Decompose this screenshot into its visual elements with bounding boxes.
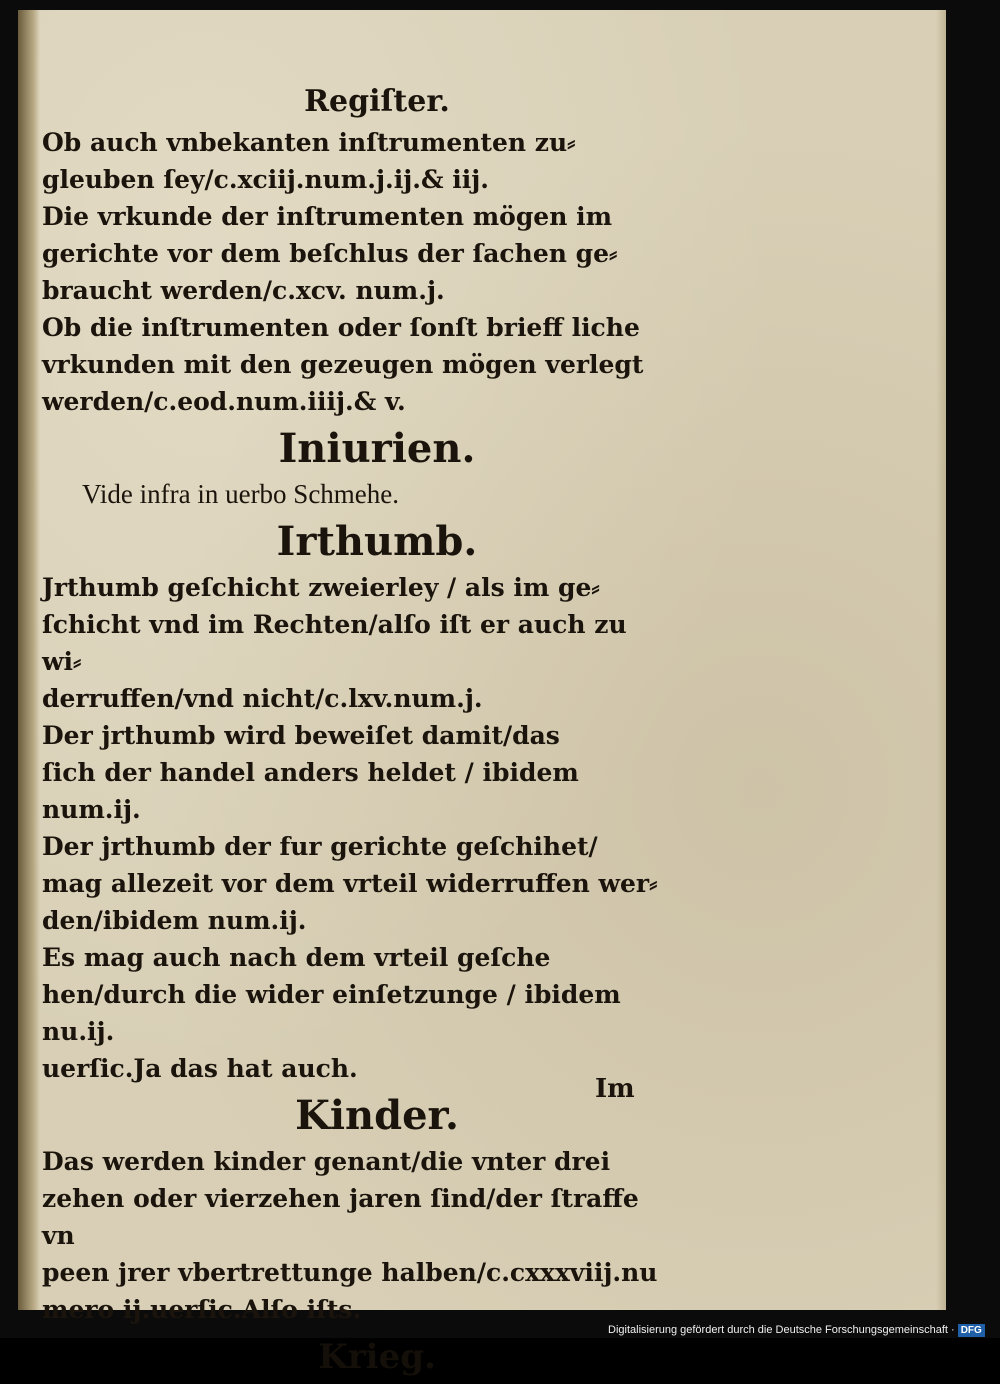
section-heading-krieg: Krieg. (318, 1337, 436, 1377)
page-text (42, 82, 672, 1384)
register-entry: Es mag auch nach dem vrteil geſche hen/durch die wider einſetzunge / ibidem nu.ij. uerſic.Ja das hat auch. (42, 943, 621, 1083)
running-head: Regiſter. (304, 84, 450, 119)
page-gutter (18, 10, 40, 1310)
register-entry: Der jrthumb wird beweiſet damit/das ſich der handel anders heldet / ibidem num.ij. (42, 721, 579, 824)
dfg-logo-icon: DFG (958, 1324, 985, 1337)
section-heading-irthumb: Irthumb. (276, 518, 478, 565)
page-edge (936, 10, 946, 1310)
digitization-credit (608, 1322, 998, 1338)
section-heading-injurien: Iniurien. (278, 425, 476, 472)
section-heading-kinder: Kinder. (295, 1092, 459, 1139)
register-entry: Der jrthumb der fur gerichte geſchihet/ mag allezeit vor dem vrteil widerruffen wer⸗ den/ibidem num.ij. (42, 832, 658, 935)
register-entry: Ob auch vnbekanten inſtrumenten zu⸗ gleuben ſey/c.xciij.num.j.ij.& iij. (42, 128, 576, 194)
register-entry: Das werden kinder genant/die vnter drei zehen oder vierzehen jaren ſind/der ſtraffe vn peen jrer vbertrettunge halben/c.cxxxviij.nu mero ij.uerſic.Alſo iſts. (42, 1147, 658, 1324)
register-entry: Jrthumb geſchicht zweierley / als im ge⸗ ſchicht vnd im Rechten/alſo iſt er auch zu wi⸗ derruffen/vnd nicht/c.lxv.num.j. (42, 573, 627, 713)
register-entry: Ob die inſtrumenten oder ſonſt brieff liche vrkunden mit den gezeugen mögen verlegt werden/c.eod.num.iiij.& v. (42, 313, 644, 416)
register-entry: Die vrkunde der inſtrumenten mögen im gerichte vor dem beſchlus der ſachen ge⸗ braucht werden/c.xcv. num.j. (42, 202, 618, 305)
credit-text: Digitalisierung gefördert durch die Deutsche Forschungsgemeinschaft · (608, 1324, 955, 1336)
cross-reference: Vide infra in uerbo Schmehe. (82, 479, 400, 509)
catchword: Im (595, 1074, 635, 1104)
